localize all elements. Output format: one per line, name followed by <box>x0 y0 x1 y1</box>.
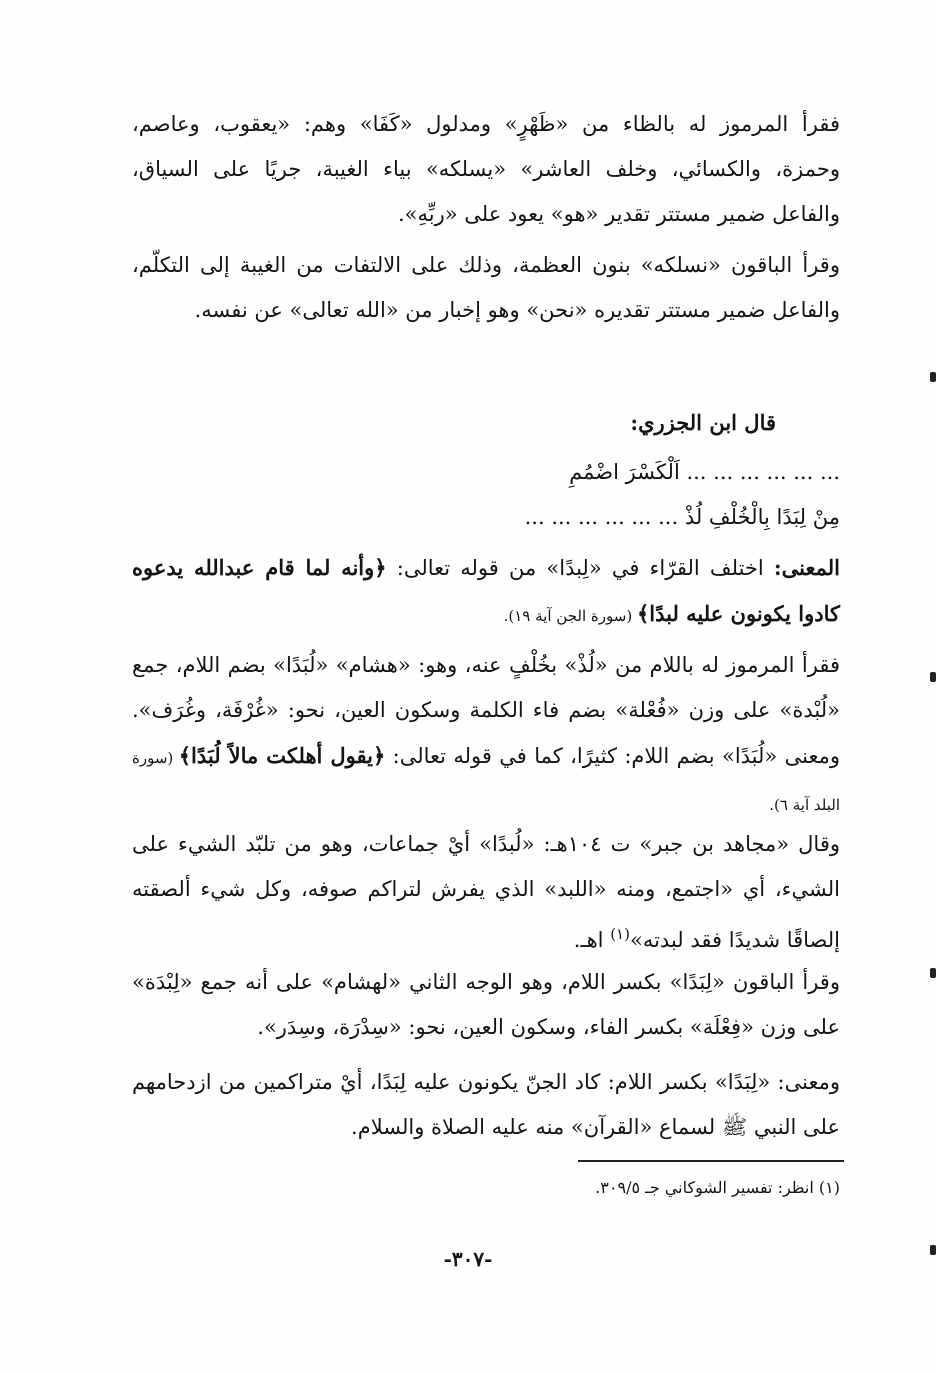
mujahid-text: وقال «مجاهد بن جبر» ت ١٠٤هـ: «لُبدًا» أيْ جماعات، وهو من تلبّد الشيء على الشيء، أي «اجتمع، ومنه «اللبد» الذي يفرش لتراكم صوفه، وكل شيء ألصقته إلصاقًا شديدًا فقد لبدته» <box>132 832 840 952</box>
footnote-divider <box>578 1160 844 1162</box>
paragraph-kasr-meaning: ومعنى: «لِبَدًا» بكسر اللام: كاد الجنّ يكونون عليه لِبَدًا، أيْ متراكمين من ازدحامهم على النبي ﷺ لسماع «القرآن» منه عليه الصلاة والسلام. <box>132 1070 840 1139</box>
surah-reference: (سورة الجن آية ١٩). <box>503 607 637 625</box>
edge-mark <box>930 1245 936 1255</box>
mujahid-end: اهـ. <box>573 928 611 952</box>
quran-quote: ﴿وأنه لما قام عبدالله يدعوه كادوا يكونون عليه لبدًا﴾ <box>132 555 840 626</box>
paragraph-hisham-reading <box>132 643 840 828</box>
paragraph-reading-naslukhu: وقرأ الباقون «نسلكه» بنون العظمة، وذلك على الالتفات من الغيبة إلى التكلّم، والفاعل ضمير مستتر تقديره «نحن» وهو إخبار من «الله تعالى» عن نفسه. <box>132 253 840 322</box>
verse-line-1: ... ... ... ... ... ... اَلْكَسْرَ اضْمُمِ <box>569 460 840 484</box>
edge-mark <box>930 672 936 682</box>
surah-reference: (سورة البلد آية ٦). <box>132 749 840 814</box>
page-number: -٣٠٧- <box>443 1247 493 1271</box>
hisham-text: فقرأ المرموز له باللام من «لُذْ» بخُلْفٍ عنه، وهو: «هشام» «لُبَدًا» بضم اللام، جمع «لُبْدة» على وزن «فُعْلة» بضم فاء الكلمة وسكون العين، نحو: «غُرْفَة، وغُرَف». ومعنى «لُبَدًا» بضم اللام: كثيرًا، كما في قوله تعالى: <box>132 653 840 768</box>
section-heading: قال ابن الجزري: <box>630 410 776 435</box>
quran-quote: ﴿يقول أهلكت مالاً لُبَدًا﴾ <box>178 743 386 768</box>
edge-mark <box>930 372 936 382</box>
paragraph-reading-yaslukhu: فقرأ المرموز له بالظاء من «ظَهْرٍ» ومدلول «كَفَا» وهم: «يعقوب، وعاصم، وحمزة، والكسائي، وخلف العاشر» «يسلكه» بياء الغيبة، جريًا على السياق، والفاعل ضمير مستتر تقدير «هو» يعود على «ربِّهِ». <box>132 112 840 226</box>
meaning-text: اختلف القرّاء في «لِبدًا» من قوله تعالى: <box>386 556 774 580</box>
paragraph-mujahid <box>132 822 840 963</box>
paragraph-others-reading: وقرأ الباقون «لِبَدًا» بكسر اللام، وهو الوجه الثاني «لهشام» على أنه جمع «لِبْدَة» على وزن «فِعْلَة» بكسر الفاء، وسكون العين، نحو: «سِدْرَة، وسِدَر». <box>132 970 840 1039</box>
meaning-label: المعنى: <box>773 555 841 580</box>
footnote: (١) انظر: تفسير الشوكاني جـ ٣٠٩/٥. <box>595 1178 840 1197</box>
paragraph-meaning <box>132 545 840 639</box>
edge-mark <box>930 968 936 978</box>
verse-line-2: مِنْ لِبَدًا بِالْخُلْفِ لُذْ ... ... ... ... ... ... <box>524 505 840 529</box>
footnote-marker: (١) <box>610 925 630 943</box>
